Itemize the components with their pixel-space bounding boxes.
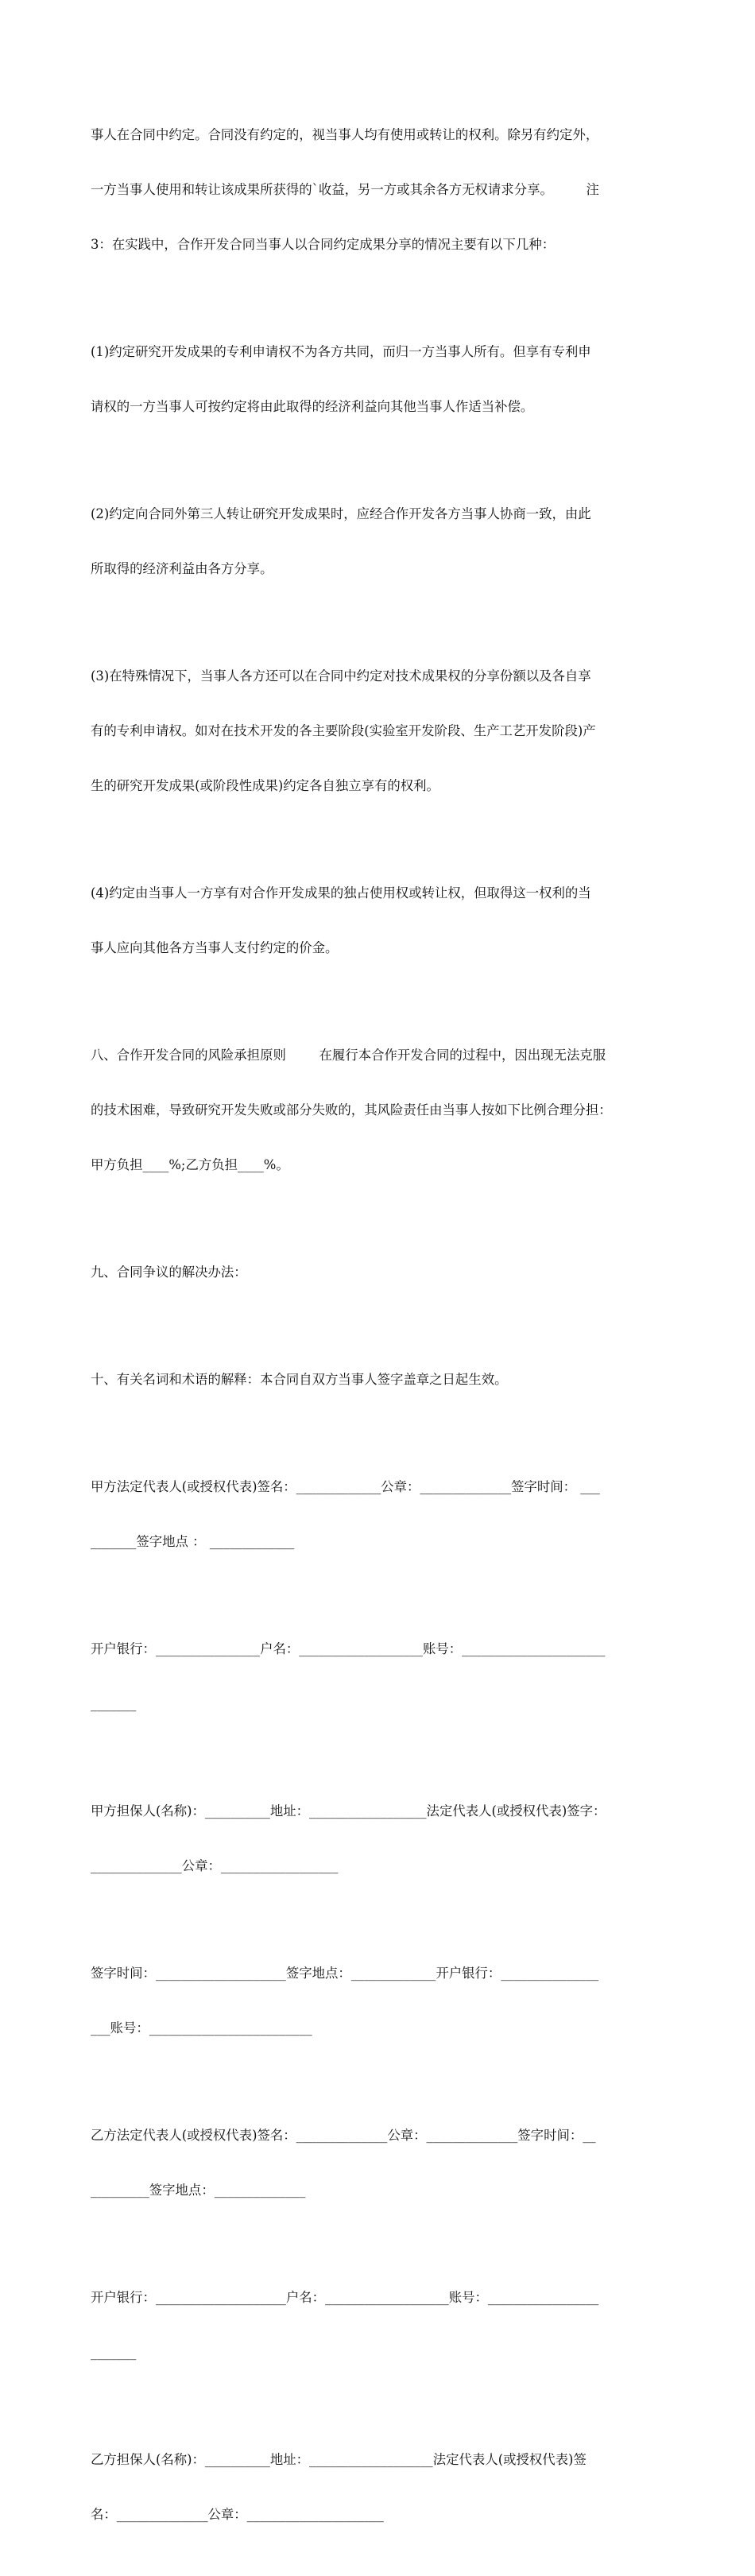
text-line: 请权的一方当事人可按约定将由此取得的经济利益向其他当事人作适当补偿。 [91, 399, 534, 414]
text-line: 所取得的经济利益由各方分享。 [91, 561, 273, 576]
text-line: 一方当事人使用和转让该成果所获得的`收益，另一方或其余各方无权请求分享。 注 [91, 182, 599, 197]
paragraph-item-4 [91, 847, 679, 994]
text-line: 八、合作开发合同的风险承担原则 在履行本合作开发合同的过程中，因出现无法克服 [91, 1048, 606, 1063]
text-line: 开户银行：____________________户名：___________________账号：_________________ [91, 2290, 599, 2305]
text-line: (4)约定由当事人一方享有对合作开发成果的独占使用权或转让权，但取得这一权利的当 [91, 885, 591, 901]
text-line: 乙方担保人(名称)：__________地址：___________________法定代表人(或授权代表)签 [91, 2452, 587, 2467]
text-line: 事人应向其他各方当事人支付约定的价金。 [91, 940, 339, 955]
paragraph-intro [91, 89, 679, 290]
text-line: 生的研究开发成果(或阶段性成果)约定各自独立享有的权利。 [91, 778, 439, 793]
text-line: 签字时间：____________________签字地点：_____________开户银行：_______________ [91, 1966, 599, 1981]
text-line: 乙方法定代表人(或授权代表)签名：______________公章：______________签字时间：__ [91, 2128, 596, 2143]
text-line: _______ [91, 1696, 137, 1711]
text-line: 名：______________公章：_____________________ [91, 2507, 384, 2522]
text-line: 九、合同争议的解决办法： [91, 1265, 247, 1280]
text-line: 3：在实践中，合作开发合同当事人以合同约定成果分享的情况主要有以下几种： [91, 237, 556, 252]
text-line: 甲方法定代表人(或授权代表)签名：_____________公章：______________签字时间： ___ [91, 1479, 600, 1494]
text-line: 十、有关名词和术语的解释：本合同自双方当事人签字盖章之日起生效。 [91, 1372, 508, 1387]
text-line: 的技术困难，导致研究开发失败或部分失败的，其风险责任由当事人按如下比例合理分担： [91, 1102, 612, 1118]
text-line: _______ [91, 2345, 137, 2360]
paragraph-item-1 [91, 306, 679, 452]
text-line: (1)约定研究开发成果的专利申请权不为各方共同，而归一方当事人所有。但享有专利申 [91, 344, 591, 359]
party-a-guarantor-sign-block [91, 1927, 679, 2074]
party-a-signature-block [91, 1441, 679, 1587]
party-a-bank-block [91, 1603, 679, 1749]
paragraph-item-2 [91, 468, 679, 614]
paragraph-item-3 [91, 630, 679, 831]
text-line: _______签字地点 ： _____________ [91, 1534, 295, 1549]
text-line: 有的专利申请权。如对在技术开发的各主要阶段(实验室开发阶段、生产工艺开发阶段)产 [91, 723, 596, 738]
text-line: (3)在特殊情况下，当事人各方还可以在合同中约定对技术成果权的分享份额以及各自享 [91, 668, 591, 684]
party-a-guarantor-block [91, 1765, 679, 1912]
text-line: 甲方负担____%;乙方负担____%。 [91, 1157, 289, 1172]
text-line: 事人在合同中约定。合同没有约定的，视当事人均有使用或转让的权利。除另有约定外， [91, 127, 599, 142]
text-line: ___账号：_________________________ [91, 2020, 312, 2036]
text-line: 甲方担保人(名称)：__________地址：__________________法定代表人(或授权代表)签字： [91, 1803, 606, 1819]
paragraph-section-9 [91, 1226, 679, 1318]
paragraph-section-10 [91, 1334, 679, 1425]
text-line: ______________公章：__________________ [91, 1858, 339, 1873]
text-line: _________签字地点：______________ [91, 2183, 306, 2198]
party-b-bank-block [91, 2252, 679, 2398]
document-page [91, 89, 679, 2576]
text-line: (2)约定向合同外第三人转让研究开发成果时，应经合作开发各方当事人协商一致，由此 [91, 506, 591, 521]
party-b-signature-block [91, 2090, 679, 2236]
text-line: 开户银行：________________户名：___________________账号：______________________ [91, 1641, 606, 1656]
party-b-guarantor-block [91, 2414, 679, 2560]
paragraph-section-8 [91, 1009, 679, 1211]
